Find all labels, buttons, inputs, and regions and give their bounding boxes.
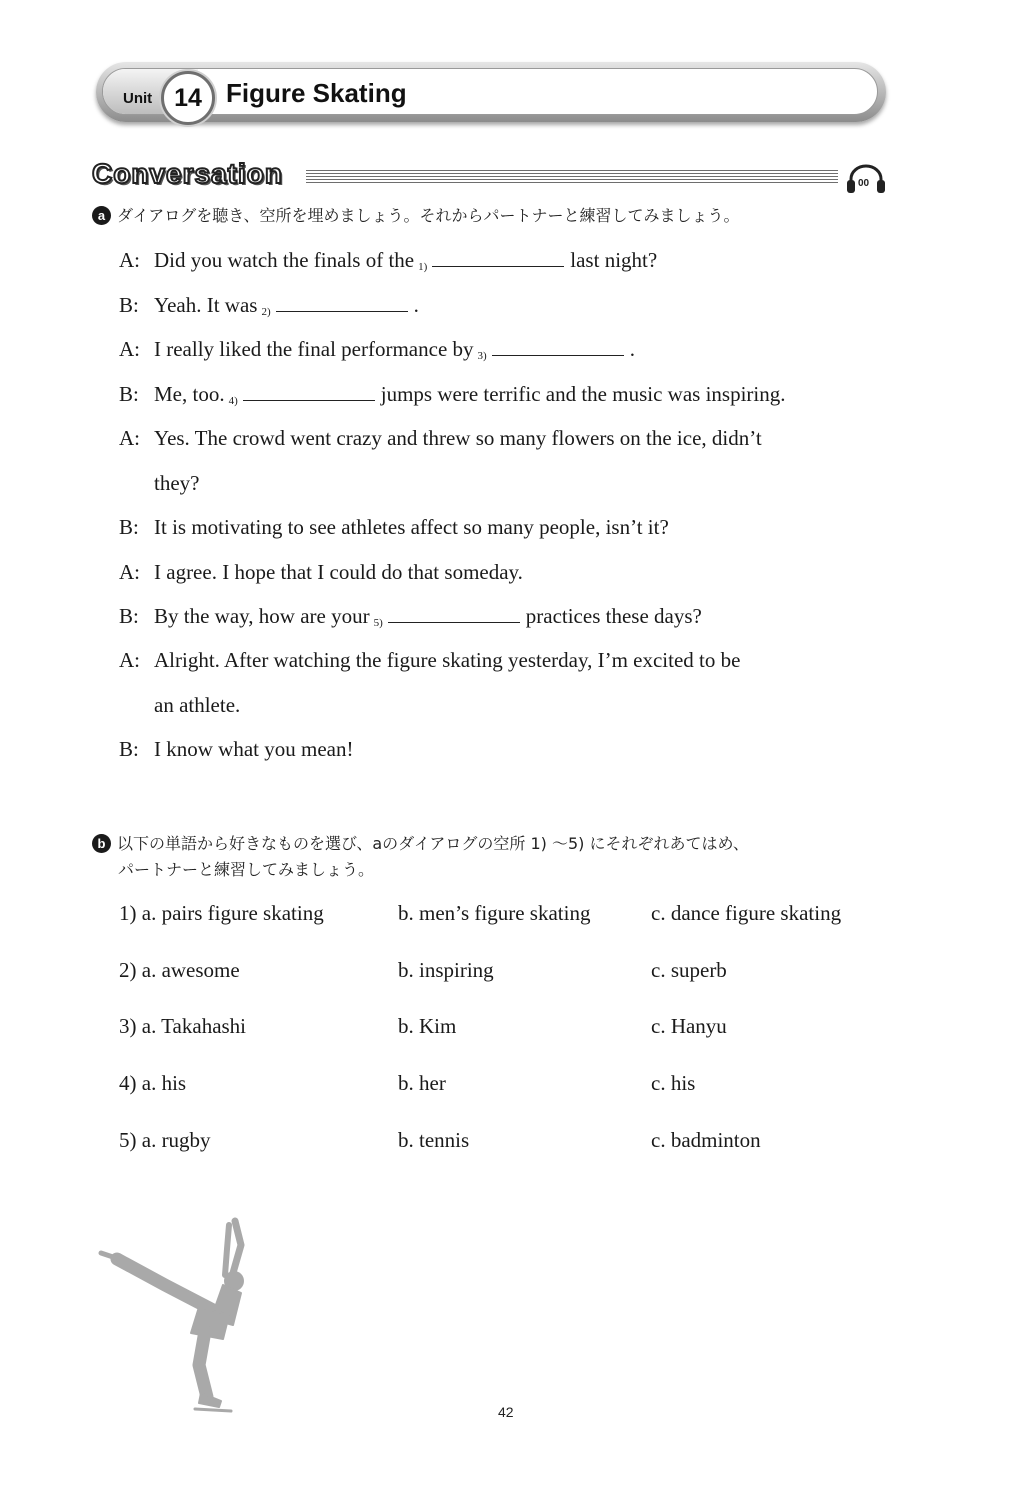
line-text: It is motivating to see athletes affect so many people, isn’t it?: [154, 515, 669, 539]
page-title: Figure Skating: [226, 78, 407, 108]
blank-field[interactable]: [243, 384, 375, 401]
option-4c[interactable]: c. his: [651, 1071, 696, 1095]
figure-skater-silhouette-icon: [95, 1215, 265, 1415]
line-text: I know what you mean!: [154, 737, 354, 761]
speaker: A:: [119, 648, 140, 672]
line-text: .: [413, 293, 419, 317]
option-1b[interactable]: b. men’s figure skating: [398, 901, 591, 925]
blank-field[interactable]: [388, 606, 520, 623]
option-4a[interactable]: 4) a. his: [119, 1071, 187, 1095]
badge-a: a: [92, 206, 111, 225]
option-2b[interactable]: b. inspiring: [398, 958, 494, 982]
blank-number: 3): [477, 350, 487, 362]
line-text: last night?: [570, 248, 658, 272]
dialogue-line-continuation: they?: [154, 471, 200, 495]
option-2c[interactable]: c. superb: [651, 958, 727, 982]
option-3c[interactable]: c. Hanyu: [651, 1014, 727, 1038]
instruction-a-text: ダイアログを聴き、空所を埋めましょう。それからパートナーと練習してみましょう。: [117, 206, 740, 225]
unit-header: [96, 62, 886, 122]
instruction-b-text: 以下の単語から好きなものを選び、aのダイアログの空所 1) ～5) にそれぞれあてはめ、: [117, 834, 749, 853]
dialogue-line: [119, 648, 740, 673]
blank-number: 4): [228, 395, 238, 407]
line-text: Did you watch the finals of the: [154, 248, 415, 272]
option-5c[interactable]: c. badminton: [651, 1128, 761, 1152]
dialogue-line: [119, 248, 657, 273]
unit-header-inner: [102, 68, 878, 115]
line-text: I agree. I hope that I could do that someday.: [154, 560, 523, 584]
dialogue-line: [119, 560, 523, 585]
option-2a[interactable]: 2) a. awesome: [119, 958, 240, 982]
option-5b[interactable]: b. tennis: [398, 1128, 470, 1152]
line-text: Yeah. It was: [154, 293, 258, 317]
line-text: I really liked the final performance by: [154, 337, 474, 361]
unit-label: Unit: [123, 90, 153, 107]
option-3b[interactable]: b. Kim: [398, 1014, 457, 1038]
section-rule: [306, 170, 838, 184]
badge-b: b: [92, 834, 111, 853]
instruction-b: [92, 831, 749, 883]
speaker: B:: [119, 382, 139, 406]
blank-field[interactable]: [432, 250, 564, 267]
blank-field[interactable]: [276, 295, 408, 312]
line-text: Alright. After watching the figure skating yesterday, I’m excited to be: [154, 648, 741, 672]
blank-number: 2): [261, 306, 271, 318]
dialogue-line: [119, 604, 702, 629]
blank-number: 1): [418, 261, 428, 273]
instruction-b-line1: [92, 831, 749, 857]
line-text: practices these days?: [525, 604, 702, 628]
option-5a[interactable]: 5) a. rugby: [119, 1128, 211, 1152]
option-1c[interactable]: c. dance figure skating: [651, 901, 842, 925]
line-text: Yes. The crowd went crazy and threw so many flowers on the ice, didn’t: [154, 426, 762, 450]
blank-number: 5): [373, 617, 383, 629]
line-text: Me, too.: [154, 382, 225, 406]
speaker: B:: [119, 604, 139, 628]
dialogue-line: [119, 737, 353, 762]
instruction-b-line2: パートナーと練習してみましょう。: [118, 860, 375, 879]
speaker: B:: [119, 293, 139, 317]
speaker: B:: [119, 515, 139, 539]
section-title: Conversation: [92, 158, 283, 189]
dialogue-line: [119, 515, 669, 540]
speaker: A:: [119, 560, 140, 584]
option-4b[interactable]: b. her: [398, 1071, 446, 1095]
blank-field[interactable]: [492, 339, 624, 356]
speaker: A:: [119, 337, 140, 361]
dialogue-line: [119, 293, 419, 318]
track-number: 00: [858, 178, 870, 189]
dialogue-line: [119, 426, 762, 451]
dialogue-line: [119, 382, 785, 407]
dialogue-line: [119, 337, 635, 362]
option-3a[interactable]: 3) a. Takahashi: [119, 1014, 247, 1038]
speaker: B:: [119, 737, 139, 761]
speaker: A:: [119, 248, 140, 272]
speaker: A:: [119, 426, 140, 450]
line-text: .: [629, 337, 635, 361]
page-number: 42: [498, 1404, 514, 1420]
dialogue-line-continuation: an athlete.: [154, 693, 241, 717]
unit-number: 14: [161, 71, 215, 125]
instruction-a: [92, 203, 740, 229]
line-text: jumps were terrific and the music was inspiring.: [380, 382, 786, 406]
option-1a[interactable]: 1) a. pairs figure skating: [119, 901, 324, 925]
line-text: By the way, how are your: [154, 604, 370, 628]
